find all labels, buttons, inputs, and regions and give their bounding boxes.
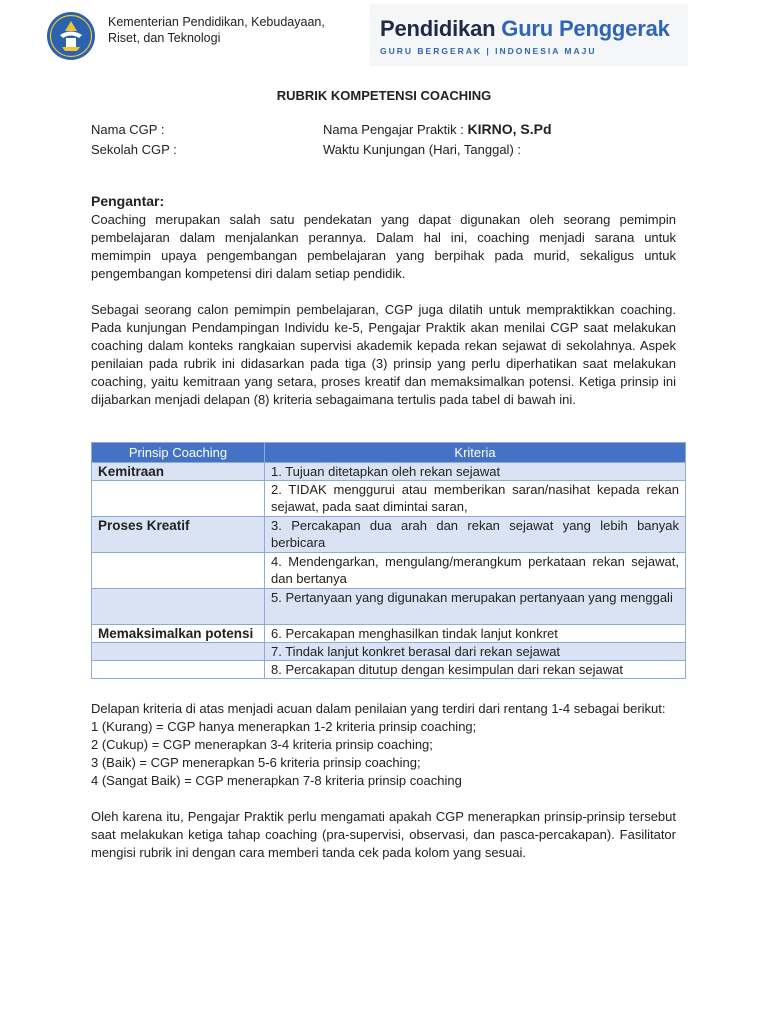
prinsip-cell: Memaksimalkan potensi [92, 625, 265, 643]
tut-wuri-handayani-logo-icon [46, 11, 96, 61]
table-header-row [92, 443, 686, 463]
prinsip-cell [92, 643, 265, 661]
nama-cgp-label: Nama CGP : [91, 122, 165, 137]
kriteria-cell: 3. Percakapan dua arah dan rekan sejawat yang lebih banyak berbicara [265, 517, 686, 553]
kriteria-cell: 8. Percakapan ditutup dengan kesimpulan dari rekan sejawat [265, 661, 686, 679]
prinsip-cell [92, 589, 265, 625]
page-header [0, 0, 768, 70]
col-prinsip-header: Prinsip Coaching [92, 443, 265, 463]
prinsip-cell [92, 553, 265, 589]
kriteria-cell: 4. Mendengarkan, mengulang/merangkum perkataan rekan sejawat, dan bertanya [265, 553, 686, 589]
intro-paragraph-2: Sebagai seorang calon pemimpin pembelajaran, CGP juga dilatih untuk mempraktikkan coaching. Pada kunjungan Pendampingan Individu ke-5, Pengajar Praktik akan menilai CGP saat melakukan coaching dalam konteks rangkaian supervisi akademik kepada rekan sejawat di sekolahnya. Aspek penilaian pada rubrik ini didasarkan pada tiga (3) prinsip yang perlu diperhatikan saat melakukan coaching, yaitu kemitraan yang setara, proses kreatif dan memaksimalkan potensi. Ketiga prinsip ini dijabarkan menjadi delapan (8) kriteria sebagaimana tertulis pada tabel di bawah ini. [91, 302, 676, 407]
table-row [92, 517, 686, 553]
scale-intro: Delapan kriteria di atas menjadi acuan dalam penilaian yang terdiri dari rentang 1-4 sebagai berikut: [91, 701, 666, 716]
rubric-table [91, 442, 686, 679]
table-row [92, 481, 686, 517]
pengajar-value: KIRNO, S.Pd [467, 121, 552, 137]
pengajar-label: Nama Pengajar Praktik : [323, 122, 464, 137]
intro-paragraph-1: Coaching merupakan salah satu pendekatan yang dapat digunakan oleh seorang pemimpin pembelajaran dalam menjalankan perannya. Dalam hal ini, coaching menjadi sarana untuk memimpin upaya pengembangan pembelajaran yang berpihak pada murid, sekaligus untuk pengembangan kompetensi diri dalam setiap pendidik. [91, 212, 676, 281]
kriteria-cell: 5. Pertanyaan yang digunakan merupakan pertanyaan yang menggali [265, 589, 686, 625]
scoring-scale [91, 700, 676, 862]
kriteria-cell: 7. Tindak lanjut konkret berasal dari rekan sejawat [265, 643, 686, 661]
ministry-line-2: Riset, dan Teknologi [108, 31, 221, 45]
pengajar-field [323, 121, 552, 137]
ministry-name [108, 14, 358, 46]
prinsip-cell: Kemitraan [92, 463, 265, 481]
brand-title-part1: Pendidikan [380, 16, 502, 41]
table-row [92, 553, 686, 589]
kriteria-cell: 1. Tujuan ditetapkan oleh rekan sejawat [265, 463, 686, 481]
table-row [92, 463, 686, 481]
table-row [92, 589, 686, 625]
brand-tagline: GURU BERGERAK | INDONESIA MAJU [380, 46, 597, 56]
closing-paragraph: Oleh karena itu, Pengajar Praktik perlu mengamati apakah CGP menerapkan prinsip-prinsip tersebut saat melakukan ketiga tahap coaching (pra-supervisi, observasi, dan pasca-percakapan). Fasilitator mengisi rubrik ini dengan cara memberi tanda cek pada kolom yang sesuai. [91, 809, 676, 860]
table-row [92, 643, 686, 661]
scale-item-1: 1 (Kurang) = CGP hanya menerapkan 1-2 kriteria prinsip coaching; [91, 719, 477, 734]
prinsip-cell: Proses Kreatif [92, 517, 265, 553]
intro-heading: Pengantar: [91, 193, 165, 209]
waktu-kunjungan-label: Waktu Kunjungan (Hari, Tanggal) : [323, 142, 521, 157]
scale-item-4: 4 (Sangat Baik) = CGP menerapkan 7-8 kriteria prinsip coaching [91, 773, 462, 788]
ministry-line-1: Kementerian Pendidikan, Kebudayaan, [108, 15, 325, 29]
table-row [92, 661, 686, 679]
prinsip-cell [92, 481, 265, 517]
sekolah-cgp-label: Sekolah CGP : [91, 142, 177, 157]
brand-title-part2: Guru Penggerak [501, 16, 670, 41]
kriteria-cell: 6. Percakapan menghasilkan tindak lanjut konkret [265, 625, 686, 643]
scale-item-3: 3 (Baik) = CGP menerapkan 5-6 kriteria prinsip coaching; [91, 755, 421, 770]
table-row [92, 625, 686, 643]
document-title: RUBRIK KOMPETENSI COACHING [276, 88, 492, 103]
col-kriteria-header: Kriteria [265, 443, 686, 463]
kriteria-cell: 2. TIDAK menggurui atau memberikan saran/nasihat kepada rekan sejawat, pada saat dimintai saran, [265, 481, 686, 517]
brand-title [380, 16, 670, 42]
guru-penggerak-logo [370, 4, 688, 66]
scale-item-2: 2 (Cukup) = CGP menerapkan 3-4 kriteria prinsip coaching; [91, 737, 433, 752]
prinsip-cell [92, 661, 265, 679]
